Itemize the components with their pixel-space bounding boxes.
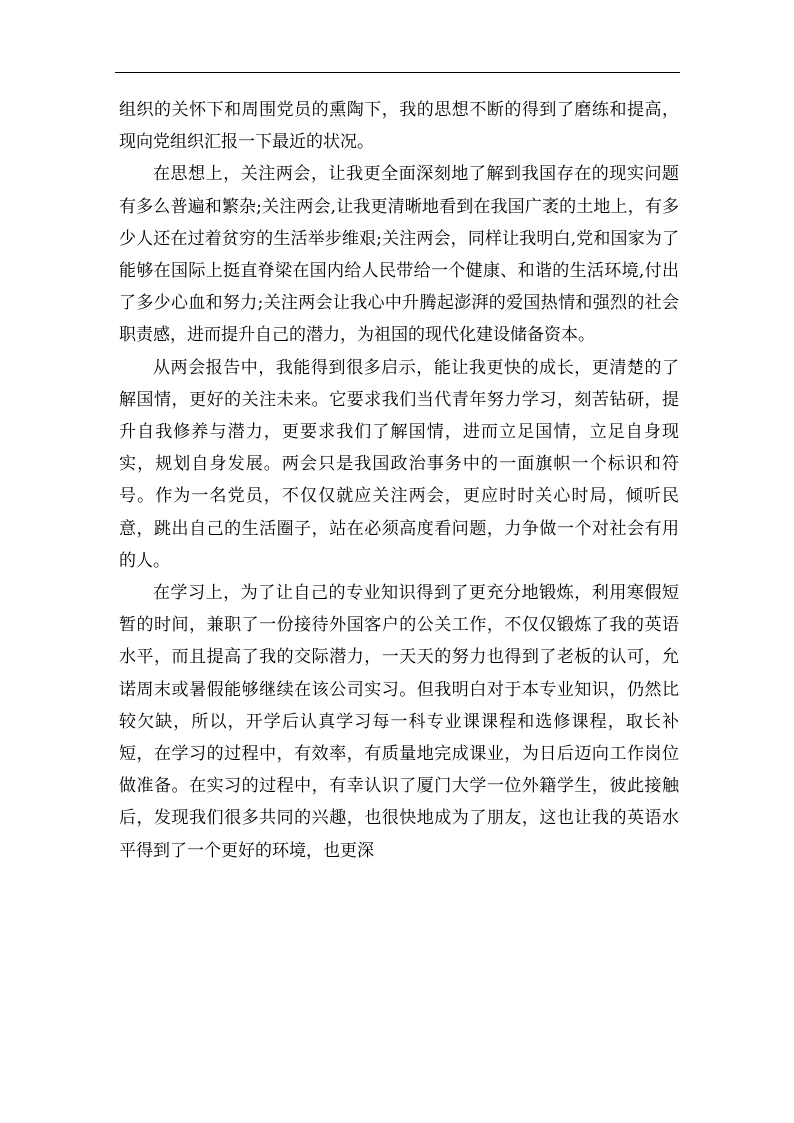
paragraph-study: 在学习上，为了让自己的专业知识得到了更充分地锻炼，利用寒假短暂的时间，兼职了一份接待外国客户的公关工作，不仅仅锻炼了我的英语水平，而且提高了我的交际潜力，一天天的努力也得到了老板的认可，允诺周末或暑假能够继续在该公司实习。但我明白对于本专业知识，仍然比较欠缺，所以，开学后认真学习每一科专业课课程和选修课程，取长补短，在学习的过程中，有效率，有质量地完成课业，为日后迈向工作岗位做准备。在实习的过程中，有幸认识了厦门大学一位外籍学生，彼此接触后，发现我们很多共同的兴趣，也很快地成为了朋友，这也让我的英语水平得到了一个更好的环境，也更深 [119,583,679,861]
paragraph-report-insights: 从两会报告中，我能得到很多启示，能让我更快的成长，更清楚的了解国情，更好的关注未来。它要求我们当代青年努力学习，刻苦钻研，提升自我修养与潜力，更要求我们了解国情，进而立足国情，立足自身现实，规划自身发展。两会只是我国政治事务中的一面旗帜一个标识和符号。作为一名党员，不仅仅就应关注两会，更应时时关心时局，倾听民意，跳出自己的生活圈子，站在必须高度看问题，力争做一个对社会有用的人。 [119,357,679,571]
paragraph-continuation: 组织的关怀下和周围党员的熏陶下，我的思想不断的得到了磨练和提高，现向党组织汇报一下最近的状况。 [119,100,679,153]
header-rule [115,72,680,73]
document-body [119,94,679,867]
paragraph-thought: 在思想上，关注两会，让我更全面深刻地了解到我国存在的现实问题有多么普遍和繁杂;关注两会,让我更清晰地看到在我国广袤的土地上，有多少人还在过着贫穷的生活举步维艰;关注两会，同样让我明白,党和国家为了能够在国际上挺直脊梁在国内给人民带给一个健康、和谐的生活环境,付出了多少心血和努力;关注两会让我心中升腾起澎湃的爱国热情和强烈的社会职责感，进而提升自己的潜力，为祖国的现代化建设储备资本。 [119,164,679,346]
